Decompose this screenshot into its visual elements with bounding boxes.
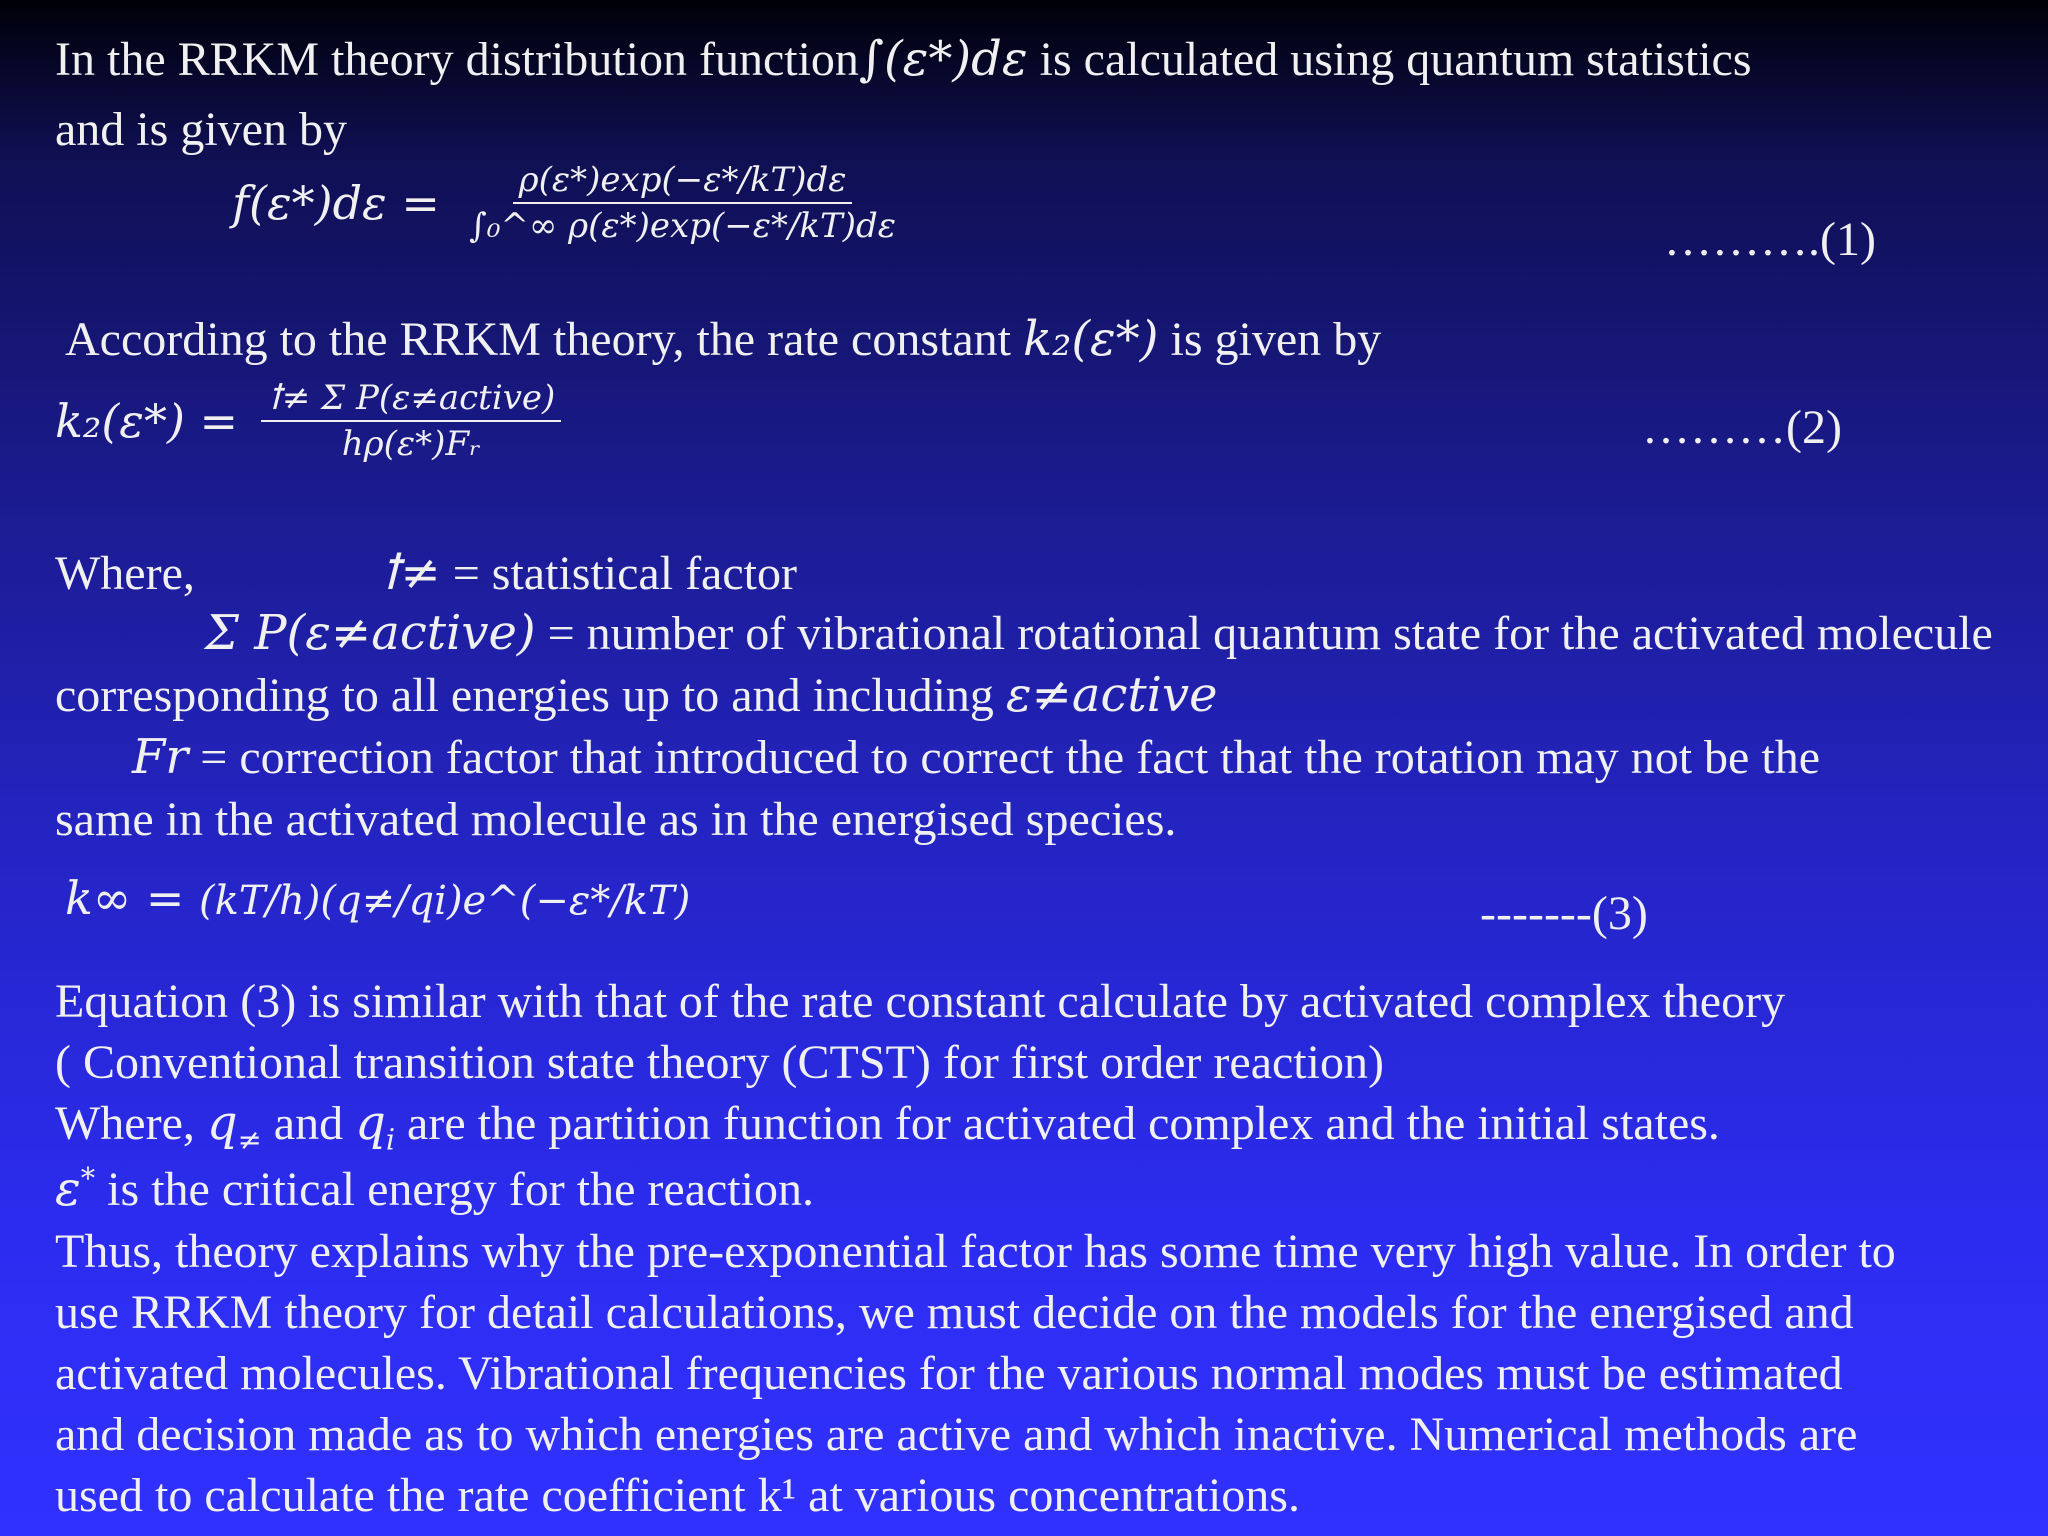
eq2-number: ………(2) [1642,401,1842,454]
body-line-2: ( Conventional transition state theory (CTST) for first order reaction) [55,1036,1384,1089]
q-initial-symbol: $q_i$ [355,1095,396,1157]
eq2-numerator: ꝉ≠ Σ P(ε≠active) [261,378,561,422]
body-line-6: use RRKM theory for detail calculations, we must decide on the models for the energised and [55,1286,1854,1339]
body-line-3-b: and [261,1097,356,1150]
rate-intro-line [65,312,1381,367]
distribution-function-expr: ∫(ε*)dε [858,31,1028,87]
eq2-lhs: k₂(ε*) = [55,394,239,448]
body-line-9: used to calculate the rate coefficient k¹ at various concentrations. [55,1469,1300,1522]
body-line-4 [55,1162,814,1217]
body-line-4-text: is the critical energy for the reaction. [95,1163,814,1216]
body-line-5: Thus, theory explains why the pre-exponential factor has some time very high value. In order to [55,1225,1896,1278]
body-line-7: activated molecules. Vibrational frequencies for the various normal modes must be estimated [55,1347,1843,1400]
correction-factor-symbol: Fr [132,729,189,785]
intro-text-end: is calculated using quantum statistics [1027,33,1752,86]
sum-expr: Σ P(ε≠active) [205,605,536,661]
eq3-number: -------(3) [1480,887,1648,940]
equation-2 [55,378,561,464]
eq2-denominator: hρ(ε*)Fᵣ [341,424,481,464]
correction-factor-line [132,730,1820,785]
statistical-factor-symbol: ꝉ≠ [380,545,441,601]
eq3-expr: (kT/h)(q≠/qi)e^(−ε*/kT) [198,878,691,924]
eq1-number: ……….(1) [1664,213,1876,266]
eq1-fraction [463,160,902,246]
body-line-3-a: Where, [55,1097,207,1150]
q-activated-symbol: $q_\ne$ [206,1095,262,1157]
statistical-factor-text: = statistical factor [440,547,797,600]
intro-line-1 [55,32,1752,87]
sum-definition-text-2: corresponding to all energies up to and including [55,669,1006,722]
epsilon-active-expr: ε≠active [1005,667,1218,723]
sum-definition-line [205,606,1993,661]
sum-definition-line-2 [55,668,1218,723]
eq1-lhs: f(ε*)dε = [232,176,440,230]
body-line-8: and decision made as to which energies are active and which inactive. Numerical methods are [55,1408,1858,1461]
statistical-factor-line [380,546,797,601]
equation-1 [232,160,902,246]
rate-intro-tail: is given by [1158,313,1382,366]
sum-definition-text: = number of vibrational rotational quantum state for the activated molecule [535,607,1993,660]
body-line-3-c: are the partition function for activated complex and the initial states. [395,1097,1720,1150]
equation-3 [65,870,690,926]
intro-line-2: and is given by [55,103,347,156]
critical-energy-symbol: ε* [55,1161,96,1217]
correction-factor-text: = correction factor that introduced to correct the fact that the rotation may not be the [188,731,1820,784]
eq2-fraction [261,378,561,464]
rate-intro-text: According to the RRKM theory, the rate constant [65,313,1023,366]
intro-text-start: In the RRKM theory distribution function [55,33,859,86]
body-line-3 [55,1096,1720,1157]
where-label: Where, [55,547,195,600]
eq3-lhs: k∞ = [65,871,199,925]
eq1-denominator: ∫₀^∞ ρ(ε*)exp(−ε*/kT)dε [469,206,896,246]
correction-factor-line-2: same in the activated molecule as in the energised species. [55,793,1177,846]
eq1-numerator: ρ(ε*)exp(−ε*/kT)dε [513,160,853,204]
rate-constant-expr: k₂(ε*) [1022,311,1159,367]
body-line-1: Equation (3) is similar with that of the rate constant calculate by activated complex theory [55,975,1786,1028]
